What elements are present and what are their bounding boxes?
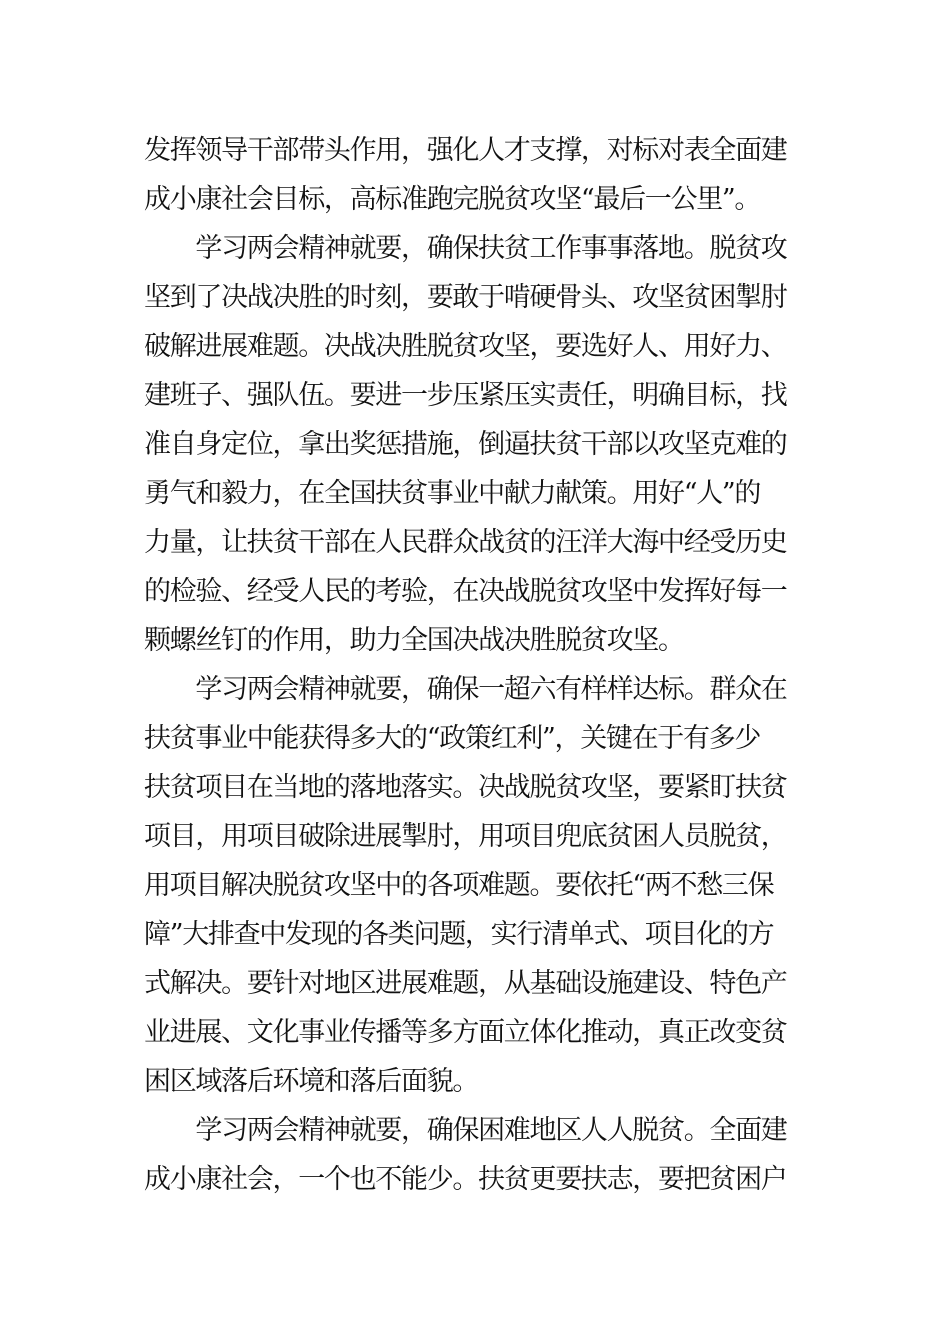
document-page <box>144 126 808 1204</box>
text-line: 成小康社会目标，高标准跑完脱贫攻坚“最后一公里”。 <box>144 184 761 215</box>
text-line: 颗螺丝钉的作用，助力全国决战决胜脱贫攻坚。 <box>144 625 684 656</box>
text-line: 破解进展难题。决战决胜脱贫攻坚，要选好人、用好力、 <box>144 331 787 362</box>
text-line: 业进展、文化事业传播等多方面立体化推动，真正改变贫 <box>144 1017 787 1048</box>
text-line: 学习两会精神就要，确保一超六有样样达标。群众在 <box>144 674 787 705</box>
text-line: 的检验、经受人民的考验，在决战脱贫攻坚中发挥好每一 <box>144 576 787 607</box>
text-line: 建班子、强队伍。要进一步压紧压实责任，明确目标，找 <box>144 380 787 411</box>
text-line: 扶贫项目在当地的落地落实。决战脱贫攻坚，要紧盯扶贫 <box>144 772 787 803</box>
text-line: 式解决。要针对地区进展难题，从基础设施建设、特色产 <box>144 968 787 999</box>
text-line: 力量，让扶贫干部在人民群众战贫的汪洋大海中经受历史 <box>144 527 787 558</box>
text-line: 成小康社会，一个也不能少。扶贫更要扶志，要把贫困户 <box>144 1164 787 1195</box>
text-line: 困区域落后环境和落后面貌。 <box>144 1066 479 1097</box>
text-line: 坚到了决战决胜的时刻，要敢于啃硬骨头、攻坚贫困掣肘 <box>144 282 787 313</box>
text-line: 项目，用项目破除进展掣肘，用项目兜底贫困人员脱贫， <box>144 821 787 852</box>
text-line: 障”大排查中发现的各类问题，实行清单式、项目化的方 <box>144 919 774 950</box>
text-line: 学习两会精神就要，确保困难地区人人脱贫。全面建 <box>144 1115 787 1146</box>
text-line: 用项目解决脱贫攻坚中的各项难题。要依托“两不愁三保 <box>144 870 774 901</box>
text-line: 扶贫事业中能获得多大的“政策红利”，关键在于有多少 <box>144 723 761 754</box>
text-line: 准自身定位，拿出奖惩措施，倒逼扶贫干部以攻坚克难的 <box>144 429 787 460</box>
text-line: 学习两会精神就要，确保扶贫工作事事落地。脱贫攻 <box>144 233 787 264</box>
text-line: 勇气和毅力，在全国扶贫事业中献力献策。用好“人”的 <box>144 478 761 509</box>
text-line: 发挥领导干部带头作用，强化人才支撑，对标对表全面建 <box>144 135 787 166</box>
